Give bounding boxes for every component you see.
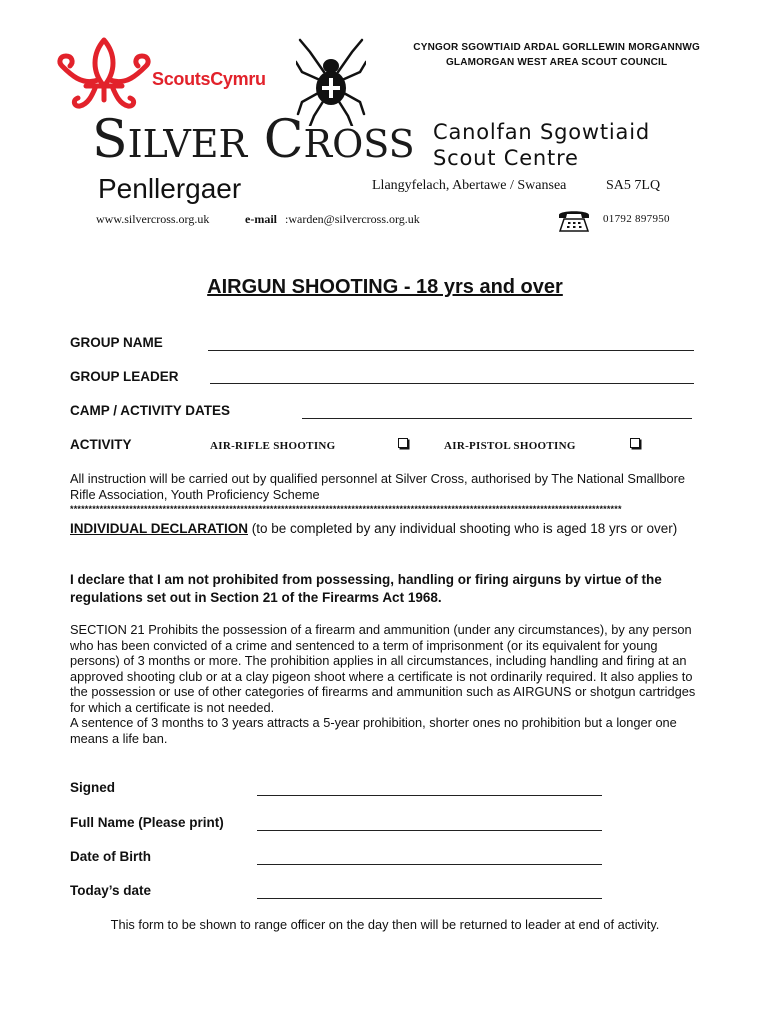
logotype-ross: ROSS bbox=[303, 122, 415, 166]
separator-stars: ***************************************************************************************************************************************************** bbox=[70, 504, 622, 514]
centre-name-welsh: Canolfan Sgowtiaid bbox=[433, 120, 650, 144]
email-label: e-mail bbox=[245, 212, 277, 226]
date-of-birth-label: Date of Birth bbox=[70, 849, 151, 864]
todays-date-label: Today’s date bbox=[70, 883, 152, 898]
group-name-field[interactable] bbox=[208, 350, 694, 351]
logotype-initial-s: S bbox=[92, 110, 128, 170]
instruction-paragraph: All instruction will be carried out by qualified personnel at Silver Cross, authorised by The National Smallbore Rifle Association, Youth Proficiency Scheme bbox=[70, 471, 686, 502]
section-21-text bbox=[70, 622, 700, 746]
air-pistol-checkbox[interactable] bbox=[630, 438, 640, 448]
activity-dates-field[interactable] bbox=[302, 418, 692, 419]
location-name: Penllergaer bbox=[98, 173, 242, 204]
signed-label: Signed bbox=[70, 780, 116, 795]
council-name-welsh: CYNGOR SGOWTIAID ARDAL GORLLEWIN MORGANNWG bbox=[413, 42, 700, 53]
section-21-paragraph: SECTION 21 Prohibits the possession of a firearm and ammunition (under any circumstances), by any person who has been convicted of a crime and sentenced to a term of imprisonment (or its equivalent for young persons) of 3 months or more. The prohibition applies in all circumstances, including handling and firing at an approved shooting club or at a clay pigeon shoot where a certificate is not ordinarily required. It also applies to the possession or use of other categories of firearms and ammunition such as AIRGUNS or shotgun cartridges for which a certificate is not needed. bbox=[70, 622, 696, 715]
postcode: SA5 7LQ bbox=[606, 178, 661, 193]
email-link[interactable]: :warden@silvercross.org.uk bbox=[285, 212, 420, 226]
declaration-heading-block bbox=[70, 520, 700, 537]
centre-name-english: Scout Centre bbox=[433, 146, 579, 170]
date-of-birth-field[interactable] bbox=[257, 864, 602, 865]
activity-dates-label: CAMP / ACTIVITY DATES bbox=[70, 403, 231, 418]
declaration-subheading: (to be completed by any individual shooting who is aged 18 yrs or over) bbox=[248, 521, 678, 536]
sentence-paragraph: A sentence of 3 months to 3 years attracts a 5-year prohibition, shorter ones no prohibition but a longer one means a life ban. bbox=[70, 715, 677, 746]
group-name-label: GROUP NAME bbox=[70, 335, 163, 350]
air-rifle-option-label: AIR-RIFLE SHOOTING bbox=[210, 440, 336, 452]
signature-field[interactable] bbox=[257, 795, 602, 796]
scouts-cymru-brand: ScoutsCymru bbox=[152, 69, 266, 89]
address: Llangyfelach, Abertawe / Swansea bbox=[372, 178, 567, 193]
full-name-label: Full Name (Please print) bbox=[70, 815, 224, 830]
silver-cross-logotype bbox=[92, 110, 415, 170]
logotype-initial-c: C bbox=[263, 110, 304, 170]
group-leader-label: GROUP LEADER bbox=[70, 369, 179, 384]
logotype-ilver: ILVER bbox=[127, 122, 248, 166]
telephone-icon bbox=[556, 207, 592, 233]
activity-label: ACTIVITY bbox=[70, 437, 132, 452]
air-pistol-option-label: AIR-PISTOL SHOOTING bbox=[444, 440, 576, 452]
air-rifle-checkbox[interactable] bbox=[398, 438, 408, 448]
full-name-field[interactable] bbox=[257, 830, 602, 831]
footer-note: This form to be shown to range officer on the day then will be returned to leader at end of activity. bbox=[110, 917, 660, 932]
todays-date-field[interactable] bbox=[257, 898, 602, 899]
council-name bbox=[413, 40, 700, 70]
group-leader-field[interactable] bbox=[210, 383, 694, 384]
council-name-english: GLAMORGAN WEST AREA SCOUT COUNCIL bbox=[445, 57, 668, 68]
declaration-statement: I declare that I am not prohibited from possessing, handling or firing airguns by virtue of the regulations set out in Section 21 of the Firearms Act 1968. bbox=[70, 572, 662, 605]
declaration-heading: INDIVIDUAL DECLARATION bbox=[70, 521, 248, 536]
website-link[interactable]: www.silvercross.org.uk bbox=[96, 212, 210, 226]
form-title: AIRGUN SHOOTING - 18 yrs and over bbox=[207, 276, 563, 298]
phone-number: 01792 897950 bbox=[603, 213, 670, 225]
